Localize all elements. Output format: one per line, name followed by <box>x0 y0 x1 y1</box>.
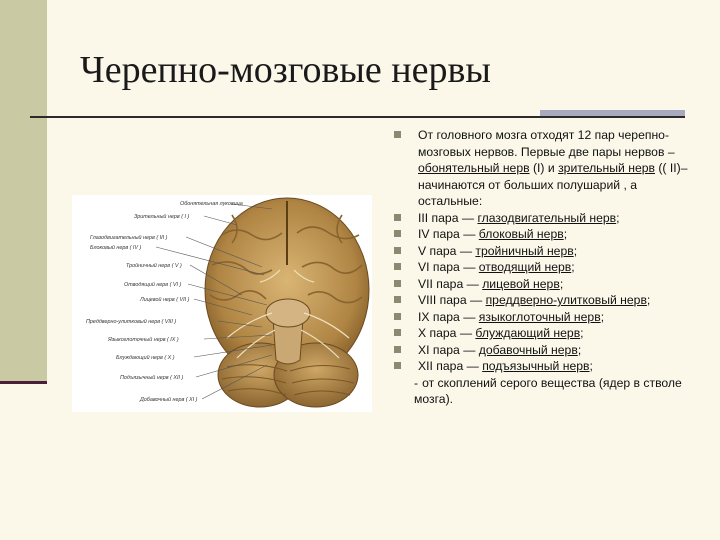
list-item <box>392 210 692 227</box>
nerve-link[interactable]: добавочный нерв <box>478 342 578 357</box>
bullet-icon <box>394 247 401 254</box>
note-dash: - <box>414 375 419 390</box>
footnote <box>392 375 692 408</box>
bullet-icon <box>394 296 401 303</box>
figure-label: Зрительный нерв ( I ) <box>134 214 190 220</box>
note-text: от скоплений серого вещества (ядер в стволе мозга). <box>414 375 682 406</box>
punctuation: ; <box>573 243 578 258</box>
pair-label: IV пара — <box>418 227 479 241</box>
list-item <box>392 358 692 375</box>
nerve-link[interactable]: отводящий нерв <box>478 260 572 274</box>
nerve-link[interactable]: подъязычный нерв <box>482 359 590 373</box>
punctuation: ; <box>580 326 584 340</box>
pair-label: XII пара — <box>418 359 483 373</box>
list-item <box>392 342 692 359</box>
punctuation: ; <box>563 227 568 241</box>
pair-label: VII пара — <box>418 276 483 291</box>
nerve-link[interactable]: лицевой нерв <box>482 276 560 291</box>
figure-label: Отводящий нерв ( VI ) <box>124 282 182 288</box>
nerve-link[interactable]: языкоглоточный нерв <box>478 309 601 324</box>
nerve-link[interactable]: тройничный нерв <box>475 243 574 258</box>
bullet-icon <box>394 313 401 320</box>
punctuation: ; <box>616 210 620 225</box>
left-decor-line <box>0 381 47 384</box>
punctuation: ; <box>589 359 593 373</box>
pair-label: V пара — <box>418 243 476 258</box>
list-item <box>392 243 692 260</box>
figure-label: Подъязычный нерв ( XII ) <box>120 375 184 381</box>
figure-label: Обонятельная луковица <box>180 201 243 207</box>
bullet-icon <box>394 131 401 138</box>
bullet-icon <box>394 214 401 221</box>
pair-label: X пара — <box>418 326 476 340</box>
optic-nerve-link[interactable]: зрительный нерв <box>558 161 655 175</box>
figure-label: Тройничный нерв ( V ) <box>126 263 182 269</box>
figure-label: Глазодвигательный нерв ( III ) <box>90 235 168 241</box>
brain-drawing <box>72 195 372 412</box>
punctuation: ; <box>600 309 605 324</box>
figure-label: Блуждающий нерв ( X ) <box>116 355 175 361</box>
list-item <box>392 309 692 326</box>
list-item <box>392 276 692 293</box>
punctuation: ; <box>646 293 651 307</box>
punctuation: ; <box>571 260 575 274</box>
list-item <box>392 292 692 309</box>
intro-text: (I) и <box>529 161 559 175</box>
bullet-icon <box>394 362 401 369</box>
figure-label: Блоковый нерв ( IV ) <box>90 245 142 251</box>
list-item <box>392 325 692 342</box>
list-item <box>392 226 692 243</box>
pair-label: IX пара — <box>418 309 479 324</box>
punctuation: ; <box>577 342 582 357</box>
figure-label: Добавочный нерв ( XI ) <box>140 397 198 403</box>
brain-base-illustration <box>72 195 372 412</box>
title-rule <box>30 116 685 118</box>
content-list <box>392 127 692 408</box>
nerve-link[interactable]: глазодвигательный нерв <box>477 210 617 225</box>
left-decor-stripe <box>0 0 47 383</box>
figure-label: Лицевой нерв ( VII ) <box>140 297 190 303</box>
list-item <box>392 127 692 210</box>
intro-text: (( II)– начинаются от больших полушарий , а остальные: <box>418 161 688 208</box>
olfactory-nerve-link[interactable]: обонятельный нерв <box>418 161 530 175</box>
bullet-icon <box>394 230 401 237</box>
nerve-link[interactable]: преддверно-улитковый нерв <box>485 293 647 307</box>
figure-label: Преддверно-улитковый нерв ( VIII ) <box>86 319 177 325</box>
nerve-link[interactable]: блуждающий нерв <box>475 326 581 340</box>
intro-text: От головного мозга отходят 12 пар черепно-мозговых нервов. Первые две пары нервов – <box>418 128 675 159</box>
pair-label: VIII пара — <box>418 293 486 307</box>
figure-label: Языкоглоточный нерв ( IX ) <box>108 337 179 343</box>
pair-label: III пара — <box>418 210 478 225</box>
bullet-icon <box>394 280 401 287</box>
bullet-icon <box>394 263 401 270</box>
slide-title: Черепно-мозговые нервы <box>80 49 491 91</box>
list-item <box>392 259 692 276</box>
nerve-link[interactable]: блоковый нерв <box>478 227 564 241</box>
punctuation: ; <box>559 276 564 291</box>
bullet-icon <box>394 346 401 353</box>
bullet-icon <box>394 329 401 336</box>
pair-label: VI пара — <box>418 260 479 274</box>
pair-label: XI пара — <box>418 342 479 357</box>
